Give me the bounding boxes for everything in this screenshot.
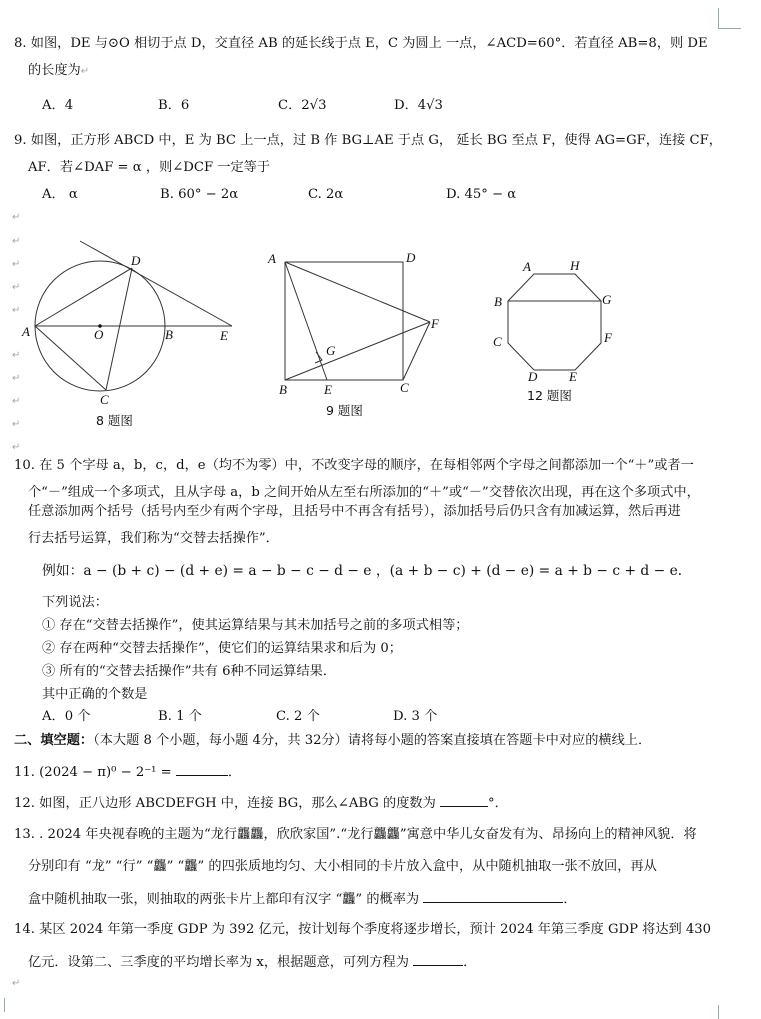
fig9-line-AF bbox=[285, 262, 430, 322]
fig12-caption: 12 题图 bbox=[527, 388, 572, 403]
fig8-labels bbox=[21, 253, 228, 428]
q8-line2-text: 的长度为 bbox=[28, 63, 81, 78]
paragraph-mark: ↵ bbox=[12, 236, 21, 247]
q10-ask: 其中正确的个数是 bbox=[42, 687, 148, 702]
fig8-label-B: B bbox=[165, 327, 173, 342]
fig8-chord-AD bbox=[35, 268, 132, 326]
q12-tail: °． bbox=[487, 796, 508, 811]
fig8-tangent-DE bbox=[80, 241, 232, 326]
fig8-chord-CD bbox=[106, 268, 132, 390]
fig12-label-E: E bbox=[569, 369, 577, 384]
paragraph-mark: ↵ bbox=[12, 978, 21, 989]
fig12-label-G: G bbox=[602, 292, 612, 307]
fig12-octagon bbox=[508, 274, 601, 370]
q14-line2-text: 亿元．设第二、三季度的平均增长率为 x，根据题意，可列方程为 bbox=[28, 955, 409, 970]
fig8-label-A: A bbox=[22, 324, 30, 339]
q13-line3 bbox=[28, 888, 577, 910]
q14-line2 bbox=[28, 951, 476, 973]
q10-option-a: A．0 个 bbox=[42, 709, 91, 724]
q10-line2: 个“－”组成一个多项式，且从字母 a，b 之间开始从左至右所添加的“＋”或“－”交替依次出现，再在这个多项式中， bbox=[28, 485, 700, 500]
q13-answer-blank[interactable] bbox=[423, 888, 563, 903]
fig9-labels bbox=[267, 250, 440, 418]
paragraph-mark: ↵ bbox=[12, 396, 21, 407]
fig12-label-C: C bbox=[493, 334, 502, 349]
paragraph-mark: ↵ bbox=[80, 66, 90, 77]
q11-tail: ． bbox=[227, 765, 242, 780]
question-11 bbox=[14, 761, 241, 783]
q10-option-b: B. 1 个 bbox=[158, 709, 202, 724]
q9-option-c: C. 2α bbox=[308, 187, 344, 202]
crop-mark-bottom-right bbox=[718, 1005, 719, 1019]
figures-svg bbox=[0, 0, 761, 440]
q9-line2: AF．若∠DAF = α ，则∠DCF 一定等于 bbox=[28, 160, 271, 175]
paragraph-mark: ↵ bbox=[12, 305, 21, 316]
figure-9 bbox=[285, 262, 430, 380]
fig9-line-BF bbox=[285, 322, 430, 380]
paragraph-mark: ↵ bbox=[12, 419, 21, 430]
q10-line3: 任意添加两个括号（括号内至少有两个字母，且括号中不再含有括号），添加括号后仍只含有加减运算，然后再进 bbox=[28, 504, 681, 519]
paragraph-mark: ↵ bbox=[12, 373, 21, 384]
fig9-label-A: A bbox=[268, 251, 276, 266]
q10-statement-2: ② 存在两种“交替去括操作”，使它们的运算结果求和后为 0； bbox=[42, 641, 402, 656]
q13-line2: 分别印有 “龙” “行” “龘” “龘” 的四张质地均匀、大小相同的卡片放入盒中，从中随机抽取一张不放回，再从 bbox=[28, 859, 657, 874]
q10-option-d: D. 3 个 bbox=[393, 709, 438, 724]
q8-option-c: C．2√3 bbox=[278, 98, 327, 113]
fig9-label-C: C bbox=[400, 380, 409, 395]
fig12-label-H: H bbox=[570, 258, 580, 273]
fig9-label-G: G bbox=[326, 343, 336, 358]
paragraph-mark: ↵ bbox=[12, 442, 21, 453]
fig8-caption: 8 题图 bbox=[96, 413, 133, 428]
section-2-desc: （本大题 8 个小题，每小题 4分，共 32分）请将每小题的答案直接填在答题卡中对应的横线上． bbox=[93, 733, 652, 748]
q9-option-b: B. 60° − 2α bbox=[160, 187, 239, 202]
q9-option-a: A． α bbox=[42, 187, 78, 202]
fig8-label-D: D bbox=[131, 253, 141, 268]
fig9-label-E: E bbox=[324, 382, 332, 397]
q14-answer-blank[interactable] bbox=[413, 951, 463, 966]
q9-option-d: D. 45° − α bbox=[446, 187, 517, 202]
q14-tail: ． bbox=[463, 955, 477, 970]
q10-example: 例如：a − (b + c) − (d + e) = a − b − c − d − e ，(a + b − c) + (d − e) = a + b − c + d − e． bbox=[42, 563, 692, 579]
q14-line1: 14. 某区 2024 年第一季度 GDP 为 392 亿元，按计划每个季度将逐步增长，预计 2024 年第三季度 GDP 将达到 430 bbox=[14, 922, 712, 937]
fig12-labels bbox=[493, 258, 613, 403]
section-2-title: 二、填空题： bbox=[14, 733, 94, 748]
fig8-label-C: C bbox=[100, 392, 109, 407]
fig12-label-F: F bbox=[604, 330, 612, 345]
q9-line1: 9. 如图，正方形 ABCD 中，E 为 BC 上一点，过 B 作 BG⊥AE 于点 G， 延长 BG 至点 F，使得 AG=GF，连接 CF， bbox=[14, 133, 722, 148]
paragraph-mark: ↵ bbox=[12, 350, 21, 361]
fig8-label-E: E bbox=[220, 328, 228, 343]
q12-answer-blank[interactable] bbox=[440, 792, 488, 807]
q10-statement-1: ① 存在“交替去括操作”，使其运算结果与其未加括号之前的多项式相等； bbox=[42, 618, 469, 633]
paragraph-mark: ↵ bbox=[12, 282, 21, 293]
q11-text: 11. (2024 − π)⁰ − 2⁻¹ = bbox=[14, 765, 172, 780]
q13-tail: ． bbox=[563, 892, 577, 907]
q8-option-a: A．4 bbox=[42, 98, 74, 113]
fig9-label-B: B bbox=[279, 382, 287, 397]
q8-line1: 8. 如图，DE 与⊙O 相切于点 D，交直径 AB 的延长线于点 E，C 为圆上 一点，∠ACD=60°．若直径 AB=8，则 DE bbox=[14, 36, 708, 51]
q10-statement-3: ③ 所有的“交替去括操作”共有 6种不同运算结果． bbox=[42, 664, 337, 679]
fig9-label-D: D bbox=[406, 250, 416, 265]
fig8-label-O: O bbox=[94, 327, 104, 342]
fig9-label-F: F bbox=[431, 316, 439, 331]
q10-option-c: C. 2 个 bbox=[276, 709, 320, 724]
q12-text: 12. 如图，正八边形 ABCDEFGH 中，连接 BG，那么∠ABG 的度数为 bbox=[14, 796, 436, 811]
fig9-line-AE bbox=[285, 262, 327, 380]
q8-option-b: B．6 bbox=[158, 98, 190, 113]
q10-line1: 10. 在 5 个字母 a，b，c，d，e（均不为零）中，不改变字母的顺序，在每相邻两个字母之间都添加一个“＋”或者一 bbox=[14, 458, 694, 473]
q11-answer-blank[interactable] bbox=[176, 761, 228, 776]
q13-line3-text: 盒中随机抽取一张，则抽取的两张卡片上都印有汉字 “龘” 的概率为 bbox=[28, 892, 420, 907]
paragraph-mark: ↵ bbox=[12, 259, 21, 270]
section-2-header bbox=[14, 731, 651, 751]
question-12 bbox=[14, 792, 508, 814]
paragraph-mark: ↵ bbox=[12, 212, 21, 223]
fig12-label-B: B bbox=[494, 294, 502, 309]
q13-line1: 13. . 2024 年央视春晚的主题为“龙行龘龘，欣欣家国”.“龙行龘龘”寓意中华儿女奋发有为、昂扬向上的精神风貌．将 bbox=[14, 827, 697, 842]
q10-line4: 行去括号运算，我们称为“交替去括操作”． bbox=[28, 531, 279, 546]
fig9-square bbox=[285, 262, 403, 380]
fig12-label-A: A bbox=[523, 259, 531, 274]
fig9-caption: 9 题图 bbox=[326, 403, 363, 418]
q8-option-d: D．4√3 bbox=[394, 98, 443, 113]
fig12-label-D: D bbox=[528, 369, 538, 384]
figure-12 bbox=[508, 274, 601, 370]
crop-mark-bottom-left bbox=[4, 998, 5, 1012]
q10-intro: 下列说法： bbox=[42, 595, 108, 610]
